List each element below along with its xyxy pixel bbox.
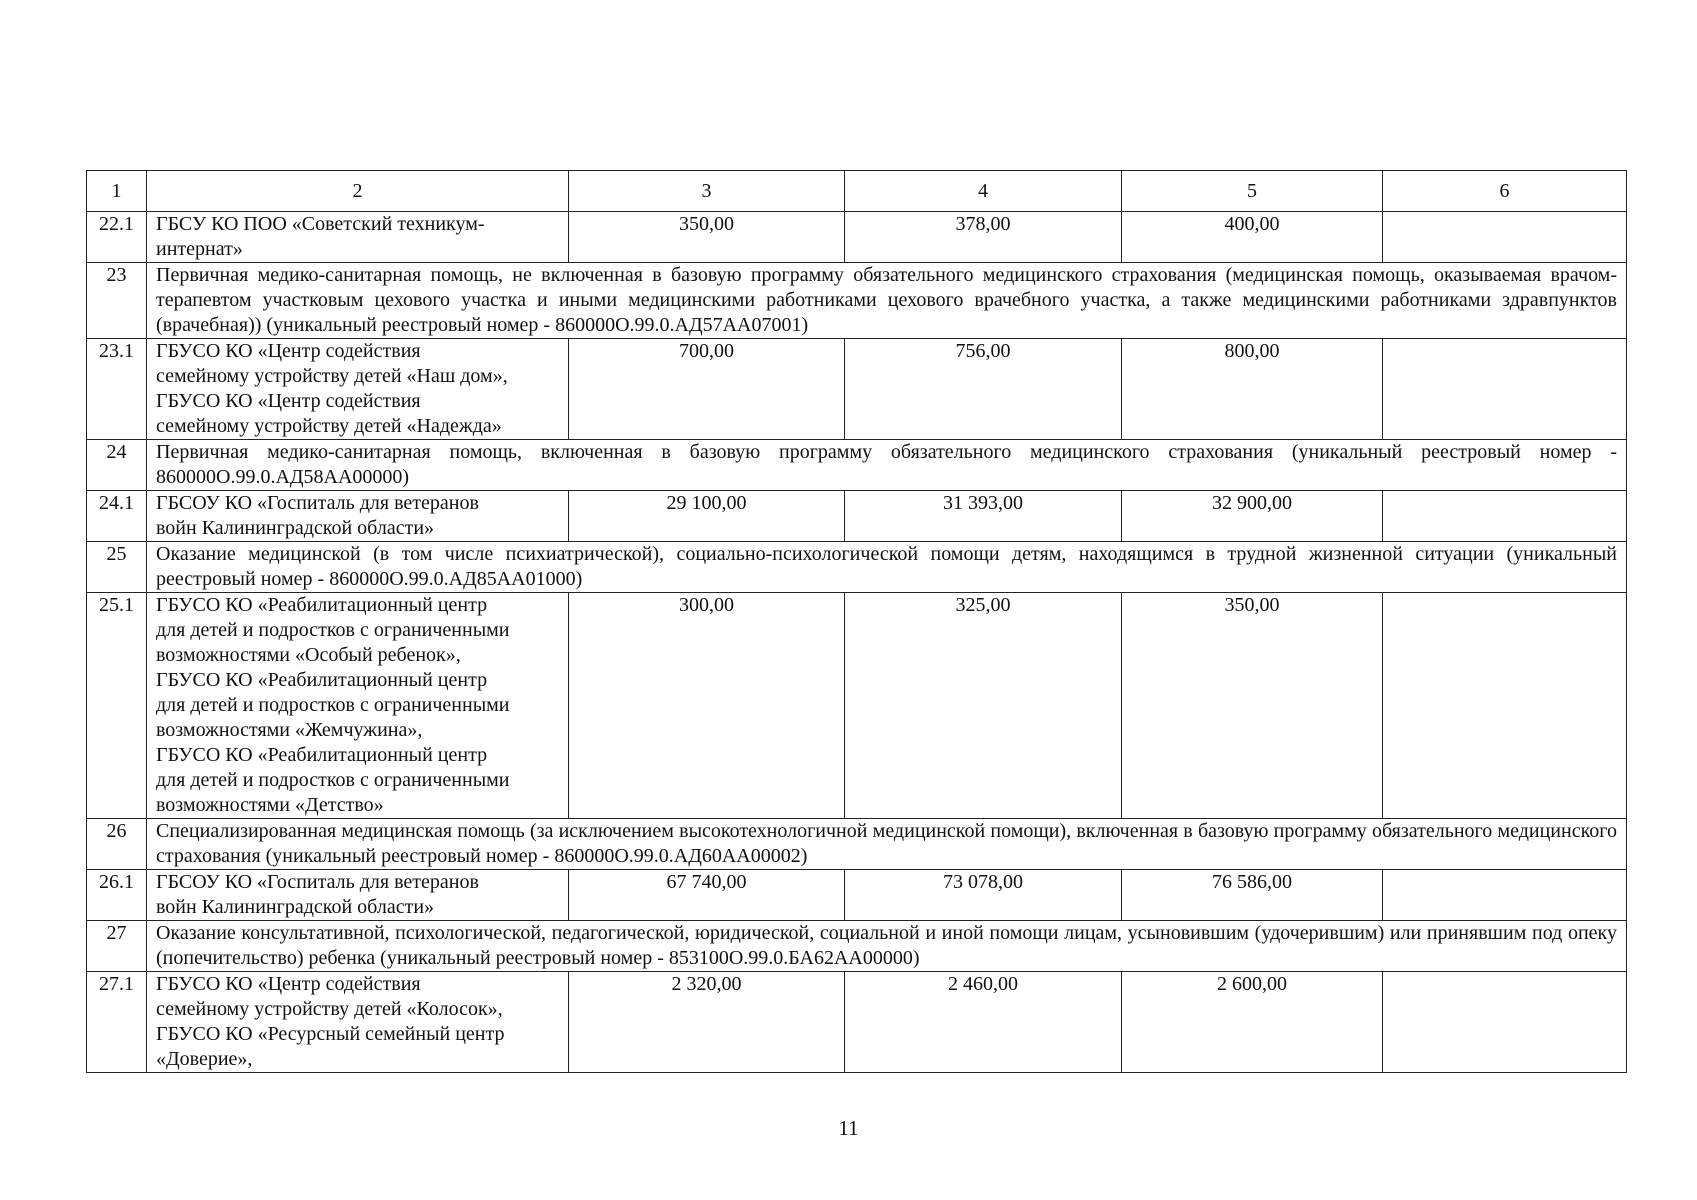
funding-table [86,170,1627,1073]
service-description: Специализированная медицинская помощь (за исключением высокотехнологичной медицинской помощи), включенная в базовую программу обязательного медицинского страхования (уникальный реестровый номер - 860000О.99.0.АД60АА00002) [147,819,1627,870]
row-number: 23.1 [87,339,147,440]
row-number: 22.1 [87,212,147,263]
organization-row [87,339,1627,440]
value-col-3: 700,00 [569,339,845,440]
organization-name-line: семейному устройству детей «Колосок», [156,998,503,1020]
organization-name-line: возможностями «Жемчужина», [156,719,423,741]
service-row [87,819,1627,870]
organization-name [147,491,569,542]
header-cell-4: 4 [845,171,1122,212]
organization-name-line: ГБУСО КО «Центр содействия [156,340,421,362]
row-number: 27 [87,921,147,972]
organization-name-line: ГБУСО КО «Центр содействия [156,390,421,412]
value-col-5: 350,00 [1122,593,1383,819]
value-col-4: 756,00 [845,339,1122,440]
value-col-4: 2 460,00 [845,972,1122,1073]
value-col-6 [1383,593,1627,819]
organization-name-line: «Доверие», [156,1048,253,1070]
row-number: 26.1 [87,870,147,921]
row-number: 27.1 [87,972,147,1073]
service-row [87,921,1627,972]
organization-name-line: ГБСОУ КО «Госпиталь для ветеранов [156,492,479,514]
organization-row [87,972,1627,1073]
organization-name-line: ГБСУ КО ПОО «Советский техникум- [156,213,485,235]
service-row [87,542,1627,593]
service-description: Первичная медико-санитарная помощь, включенная в базовую программу обязательного медицинского страхования (уникальный реестровый номер - 860000О.99.0.АД58АА00000) [147,440,1627,491]
organization-name [147,339,569,440]
value-col-3: 29 100,00 [569,491,845,542]
value-col-3: 67 740,00 [569,870,845,921]
row-number: 26 [87,819,147,870]
table-body [87,171,1627,1073]
organization-name [147,972,569,1073]
organization-name-line: интернат» [156,238,243,260]
value-col-5: 800,00 [1122,339,1383,440]
value-col-4: 73 078,00 [845,870,1122,921]
organization-name [147,870,569,921]
organization-name-line: ГБУСО КО «Реабилитационный центр [156,669,488,691]
organization-name-line: для детей и подростков с ограниченными [156,619,510,641]
organization-name-line: ГБУСО КО «Реабилитационный центр [156,744,488,766]
value-col-5: 32 900,00 [1122,491,1383,542]
value-col-5: 400,00 [1122,212,1383,263]
organization-row [87,491,1627,542]
value-col-5: 2 600,00 [1122,972,1383,1073]
organization-name-line: для детей и подростков с ограниченными [156,694,510,716]
row-number: 24 [87,440,147,491]
organization-name [147,212,569,263]
value-col-6 [1383,339,1627,440]
value-col-6 [1383,870,1627,921]
organization-name-line: семейному устройству детей «Наш дом», [156,365,508,387]
service-row [87,440,1627,491]
service-row [87,263,1627,339]
page-number: 11 [838,1116,859,1140]
row-number: 25.1 [87,593,147,819]
row-number: 23 [87,263,147,339]
header-cell-3: 3 [569,171,845,212]
organization-name-line: войн Калининградской области» [156,896,435,918]
value-col-6 [1383,212,1627,263]
value-col-5: 76 586,00 [1122,870,1383,921]
row-number: 25 [87,542,147,593]
row-number: 24.1 [87,491,147,542]
value-col-6 [1383,972,1627,1073]
organization-name-line: ГБУСО КО «Ресурсный семейный центр [156,1023,505,1045]
organization-name-line: ГБУСО КО «Реабилитационный центр [156,594,488,616]
header-row [87,171,1627,212]
value-col-4: 378,00 [845,212,1122,263]
header-cell-1: 1 [87,171,147,212]
header-cell-2: 2 [147,171,569,212]
organization-name-line: семейному устройству детей «Надежда» [156,415,502,437]
organization-name-line: ГБСОУ КО «Госпиталь для ветеранов [156,871,479,893]
value-col-3: 2 320,00 [569,972,845,1073]
organization-row [87,212,1627,263]
service-description: Оказание медицинской (в том числе психиатрической), социально-психологической помощи детям, находящимся в трудной жизненной ситуации (уникальный реестровый номер - 860000О.99.0.АД85АА01000) [147,542,1627,593]
organization-name-line: для детей и подростков с ограниченными [156,769,510,791]
value-col-6 [1383,491,1627,542]
value-col-4: 325,00 [845,593,1122,819]
organization-name-line: войн Калининградской области» [156,517,435,539]
header-cell-5: 5 [1122,171,1383,212]
value-col-4: 31 393,00 [845,491,1122,542]
header-cell-6: 6 [1383,171,1627,212]
document-sheet [86,170,1626,1073]
service-description: Оказание консультативной, психологической, педагогической, юридической, социальной и иной помощи лицам, усыновившим (удочерившим) или принявшим под опеку (попечительство) ребенка (уникальный реестровый номер - 853100О.99.0.БА62АА00000) [147,921,1627,972]
organization-row [87,870,1627,921]
organization-name-line: ГБУСО КО «Центр содействия [156,973,421,995]
service-description: Первичная медико-санитарная помощь, не включенная в базовую программу обязательного медицинского страхования (медицинская помощь, оказываемая врачом-терапевтом участковым цехового участка и иными медицинскими работниками цехового врачебного участка, а также медицинскими работниками здравпунктов (врачебная)) (уникальный реестровый номер - 860000О.99.0.АД57АА07001) [147,263,1627,339]
organization-row [87,593,1627,819]
organization-name-line: возможностями «Особый ребенок», [156,644,461,666]
value-col-3: 300,00 [569,593,845,819]
value-col-3: 350,00 [569,212,845,263]
organization-name [147,593,569,819]
organization-name-line: возможностями «Детство» [156,794,384,816]
